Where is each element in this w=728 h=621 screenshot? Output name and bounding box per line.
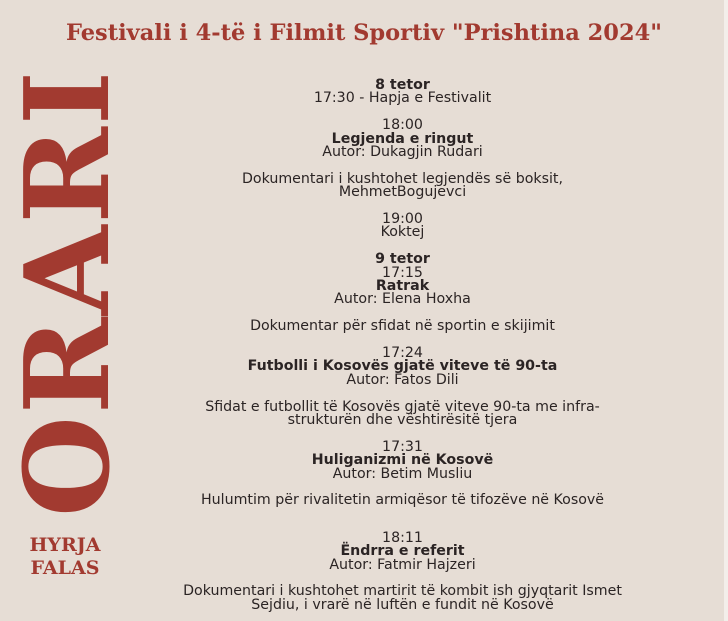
day2-film1-author: Autor: Elena Hoxha — [334, 291, 471, 308]
day2-film2-desc-line2: strukturën dhe vështirësitë tjera — [287, 412, 518, 429]
day2-film2-time: 17:24 — [382, 345, 423, 362]
day2-film4-title: Ëndrra e referit — [340, 543, 465, 560]
day1-cocktail-label: Koktej — [380, 224, 425, 241]
day2-film3-desc-line1: Hulumtim për rivalitetin armiqësor të tifozëve në Kosovë — [200, 492, 605, 509]
free-entry-line1: HYRJA — [29, 534, 101, 556]
schedule — [170, 79, 635, 612]
day1-film1-desc-line1: Dokumentari i kushtohet legjendës së boksit, — [241, 170, 563, 187]
schedule-side-label: ORARI — [0, 68, 136, 517]
day2-film3-author: Autor: Betim Musliu — [332, 465, 473, 482]
day2-film2-desc-line1: Sfidat e futbollit të Kosovës gjatë viteve 90-ta me infra- — [205, 398, 600, 415]
day2-film4-desc-line1: Dokumentari i kushtohet martirit të kombit ish gjyqtarit Ismet — [183, 583, 622, 600]
day1-date: 8 tetor — [375, 77, 430, 93]
free-entry-label — [18, 534, 112, 580]
day2-film3-time: 17:31 — [382, 438, 423, 455]
day1-film1-title: Legjenda e ringut — [331, 130, 474, 147]
day2-film4-author: Autor: Fatmir Hajzeri — [329, 556, 476, 573]
day2-film2-title: Futbolli i Kosovës gjatë viteve të 90-ta — [247, 358, 558, 375]
day1-film1-desc-line2: MehmetBogujevci — [338, 184, 467, 201]
day2-film4-time: 18:11 — [382, 529, 423, 546]
day2-film3-title: Huliganizmi në Kosovë — [311, 452, 494, 469]
day2-film1-time: 17:15 — [382, 264, 423, 281]
day1-film1-time: 18:00 — [382, 117, 423, 134]
day2-film2-author: Autor: Fatos Dili — [346, 371, 459, 388]
day2-date: 9 tetor — [375, 251, 430, 268]
day1-film1-author: Autor: Dukagjin Rudari — [322, 144, 483, 161]
day2-film1-title: Ratrak — [375, 278, 430, 295]
festival-title: Festivali i 4-të i Filmit Sportiv "Prishtina 2024" — [65, 20, 662, 46]
free-entry-line2: FALAS — [30, 557, 100, 579]
day2-film1-desc-line1: Dokumentar për sfidat në sportin e skijimit — [250, 318, 555, 335]
day1-opening: 17:30 - Hapja e Festivalit — [313, 90, 492, 107]
day1-cocktail-time: 19:00 — [382, 211, 423, 228]
page-edge — [724, 0, 728, 621]
day2-film4-desc-line2: Sejdiu, i vrarë në luftën e fundit në Kosovë — [251, 596, 554, 613]
